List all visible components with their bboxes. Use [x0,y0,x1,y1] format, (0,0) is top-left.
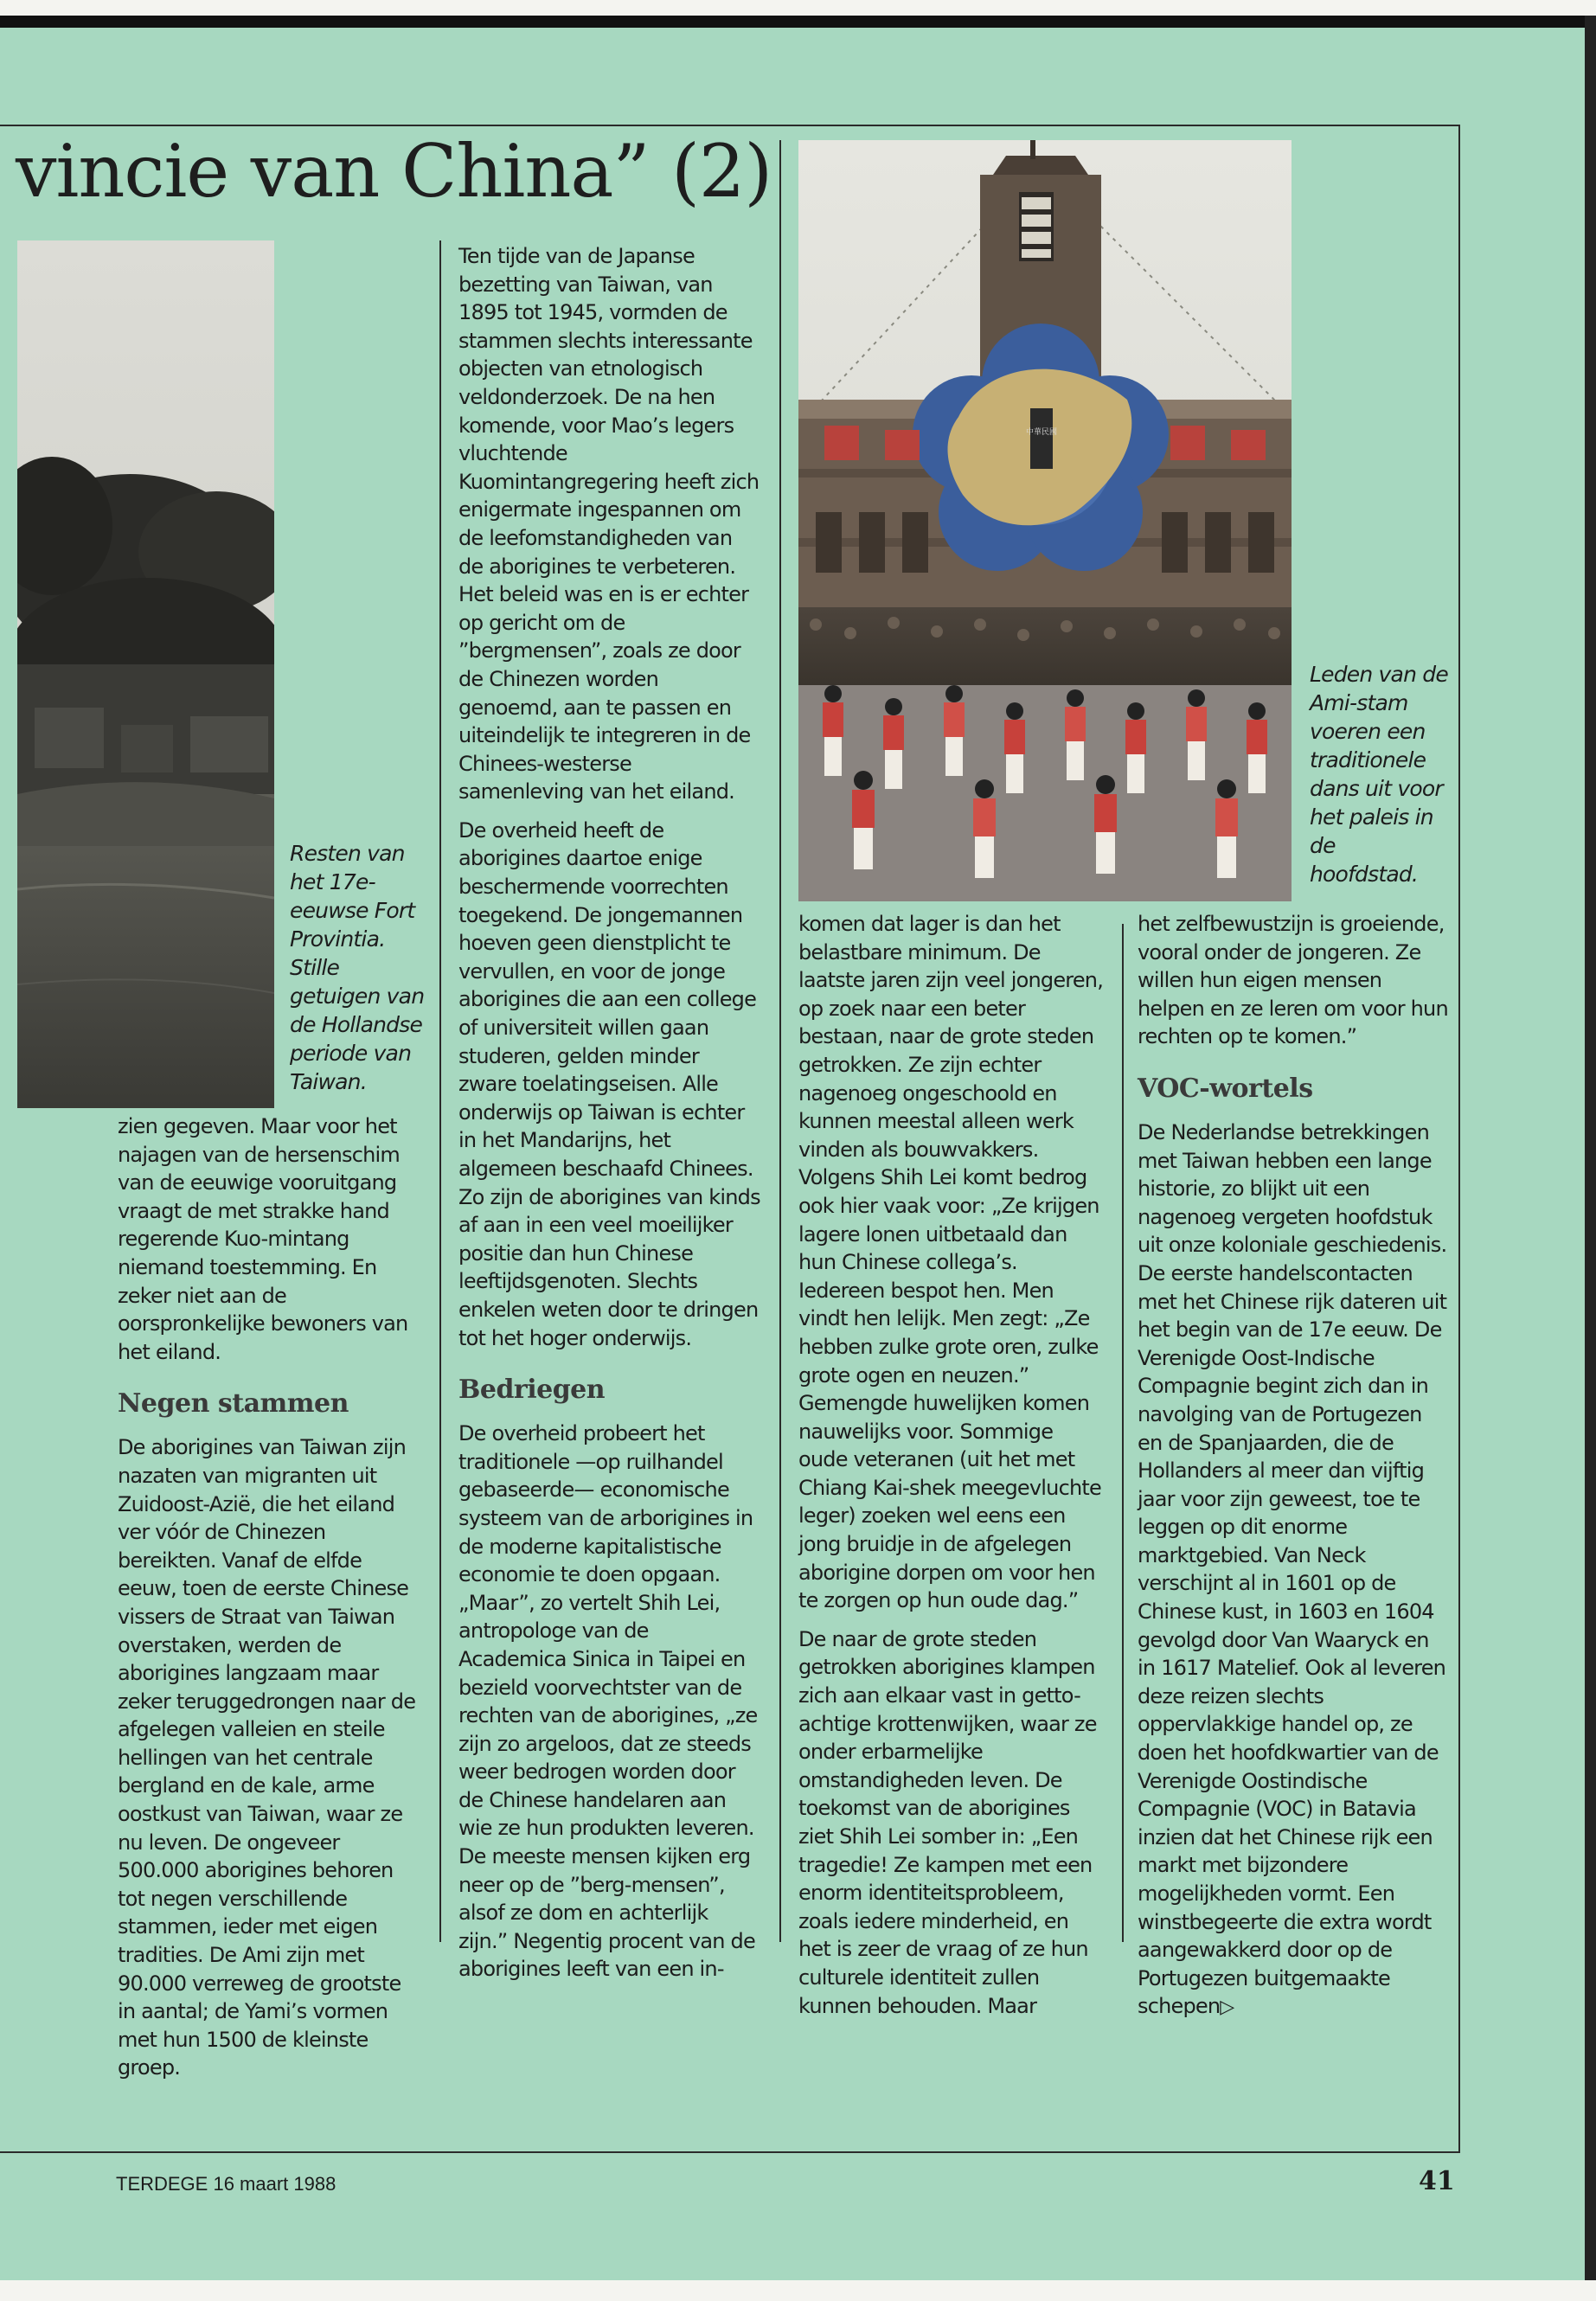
continue-arrow-icon: ▷ [1220,1997,1234,2019]
palace-photo-caption: Leden van de Ami-stam voeren een traditionele dans uit voor het paleis in de hoofdstad. [1310,662,1448,887]
column-rule-1 [439,240,441,1942]
page-number: 41 [1419,2166,1455,2196]
emblem-plaque-text: 中華民國 [1025,428,1058,437]
header-rule [0,125,1460,126]
col3-paragraph-2: De naar de grote steden getrokken aborigines klampen zich aan elkaar vast in getto-achtige krottenwijken, waar ze onder erbarmelijke omstandigheden leven. De toekomst van de aborigines ziet Shih Lei somber in: „Een tragedie! Ze kampen met een enorm identiteitsprobleem, zoals iedere minderheid, en het is zeer de vraag of ze hun culturele identiteit zullen kunnen behouden. Maar [798,1626,1097,2018]
footer-rule [0,2151,1460,2153]
col1-paragraph-1: zien gegeven. Maar voor het najagen van de hersenschim van de eeuwige vooruitgang vraagt de met strakke hand regerende Kuo-mintang niemand toestemming. En zeker niet aan de oorspronkelijke bewoners van het eiland. [118,1114,408,1364]
palace-dance-photo [798,140,1292,901]
col2-paragraph-3: De overheid probeert het traditionele —op ruilhandel gebaseerde— economische systeem van de arborigines in de moderne kapitalistische economie te doen opgaan. „Maar”, zo vertelt Shih Lei, antropologe van de Academica Sinica in Taipei en bezield voorvechtster van de rechten van de aborigines, „ze zijn zo argeloos, dat ze steeds weer bedrogen worden door de Chinese handelaren aan wie ze hun produkten leveren. De meeste mensen kijken erg neer op de ”berg-mensen”, alsof ze dom en achterlijk zijn.” Negentig procent van de aborigines leeft van een in- [458,1421,758,1982]
col1-paragraph-2: De aborigines van Taiwan zijn nazaten van migranten uit Zuidoost-Azië, die het eiland ver vóór de Chinezen bereikten. Vanaf de elfde eeuw, toen de eerste Chinese vissers de Straat van Taiwan overstaken, werden de aborigines langzaam maar zeker teruggedrongen naar de afgelegen valleien en steile hellingen van het centrale bergland en de kale, arme oostkust van Taiwan, waar ze nu leven. De ongeveer 500.000 aborigines behoren tot negen verschillende stammen, ieder met eigen tradities. De Ami zijn met 90.000 verreweg de grootste in aantal; de Yami’s vormen met hun 1500 de kleinste groep. [118,1435,416,2080]
column-1 [118,1112,422,2082]
column-rule-3 [1122,924,1124,1942]
publication-footer: TERDEGE 16 maart 1988 [116,2173,337,2195]
subheading-bedriegen: Bedriegen [458,1375,606,1406]
column-rule-2 [779,140,781,1942]
column-2 [458,242,761,1984]
col2-paragraph-1: Ten tijde van de Japanse bezetting van Taiwan, van 1895 tot 1945, vormden de stammen slechts interessante objecten van etnologisch veldonderzoek. De na hen komende, voor Mao’s legers vluchtende Kuomintangregering heeft zich enigermate ingespannen om de leefomstandigheden van de aborigines te verbeteren. Het beleid was en is er echter op gericht om de ”bergmensen”, zoals ze door de Chinezen worden genoemd, aan te passen en uiteindelijk te integreren in de Chinees-westerse samenleving van het eiland. [458,244,760,804]
top-scan-edge [0,16,1596,28]
fort-photo-caption: Resten van het 17e-eeuwse Fort Provintia. Stille getuigen van de Hollandse periode van Taiwan. [290,841,425,1094]
col4-paragraph-2 [1138,1118,1449,2022]
column-4 [1138,910,1449,2022]
subheading-negen-stammen: Negen stammen [118,1388,349,1420]
magazine-page [0,16,1596,2280]
fort-photo [17,240,274,1108]
subheading-voc-wortels: VOC-wortels [1138,1073,1313,1104]
col2-paragraph-2: De overheid heeft de aborigines daartoe enige beschermende voorrechten toegekend. De jongemannen hoeven geen dienstplicht te vervullen, en voor de jonge aborigines die aan een college of universiteit willen gaan studeren, gelden minder zware toelatingseisen. Alle onderwijs op Taiwan is echter in het Mandarijns, het algemeen beschaafd Chinees. Zo zijn de aborigines van kinds af aan in een veel moeilijker positie dan hun Chinese leeftijdsgenoten. Slechts enkelen weten door te dringen tot het hoger onderwijs. [458,817,760,1350]
col4-paragraph-2-text: De Nederlandse betrekkingen met Taiwan hebben een lange historie, zo blijkt uit een nagenoeg vergeten hoofdstuk uit onze koloniale geschiedenis. De eerste handelscontacten met het Chinese rijk dateren uit het begin van de 17e eeuw. De Verenigde Oost-Indische Compagnie begint zich dan in navolging van de Portugezen en de Spanjaarden, die de Hollanders al meer dan vijftig jaar voor zijn geweest, toe te leggen op dit enorme marktgebied. Van Neck verschijnt al in 1601 op de Chinese kust, in 1603 en 1604 gevolgd door Van Waaryck en in 1617 Matelief. Ook al leveren deze reizen slechts oppervlakkige handel op, ze doen het hoofdkwartier van de Verenigde Oostindische Compagnie (VOC) in Batavia inzien dat het Chinese rijk een markt met bijzondere mogelijkheden vormt. Een winstbegeerte die extra wordt aangewakkerd door op de Portugezen buitgemaakte schepen [1138,1119,1447,2019]
right-scan-edge [1585,16,1596,2280]
col3-paragraph-1: komen dat lager is dan het belastbare minimum. De laatste jaren zijn veel jongeren, op zoek naar een beter bestaan, naar de grote steden getrokken. Ze zijn echter nagenoeg ongeschoold en kunnen meestal alleen werk vinden als bouwvakkers. Volgens Shih Lei komt bedrog ook hier vaak voor: „Ze krijgen lagere lonen uitbetaald dan hun Chinese collega’s. Iedereen bespot hen. Men vindt hen lelijk. Men zegt: „Ze hebben zulke grote oren, zulke grote ogen en neuzen.” Gemengde huwelijken komen nauwelijks voor. Sommige oude veteranen (uit het met Chiang Kai-shek meegevluchte leger) zoeken wel eens een jong bruidje in de afgelegen aborigine dorpen om voor hen te zorgen op hun oude dag.” [798,912,1104,1613]
column-3 [798,910,1106,2020]
headline: vincie van China” (2) [16,129,772,214]
col4-paragraph-1: het zelfbewustzijn is groeiende, vooral onder de jongeren. Ze willen hun eigen mensen helpen en ze leren om voor hun rechten op te komen.” [1138,912,1448,1049]
right-frame-rule [1458,125,1460,2153]
